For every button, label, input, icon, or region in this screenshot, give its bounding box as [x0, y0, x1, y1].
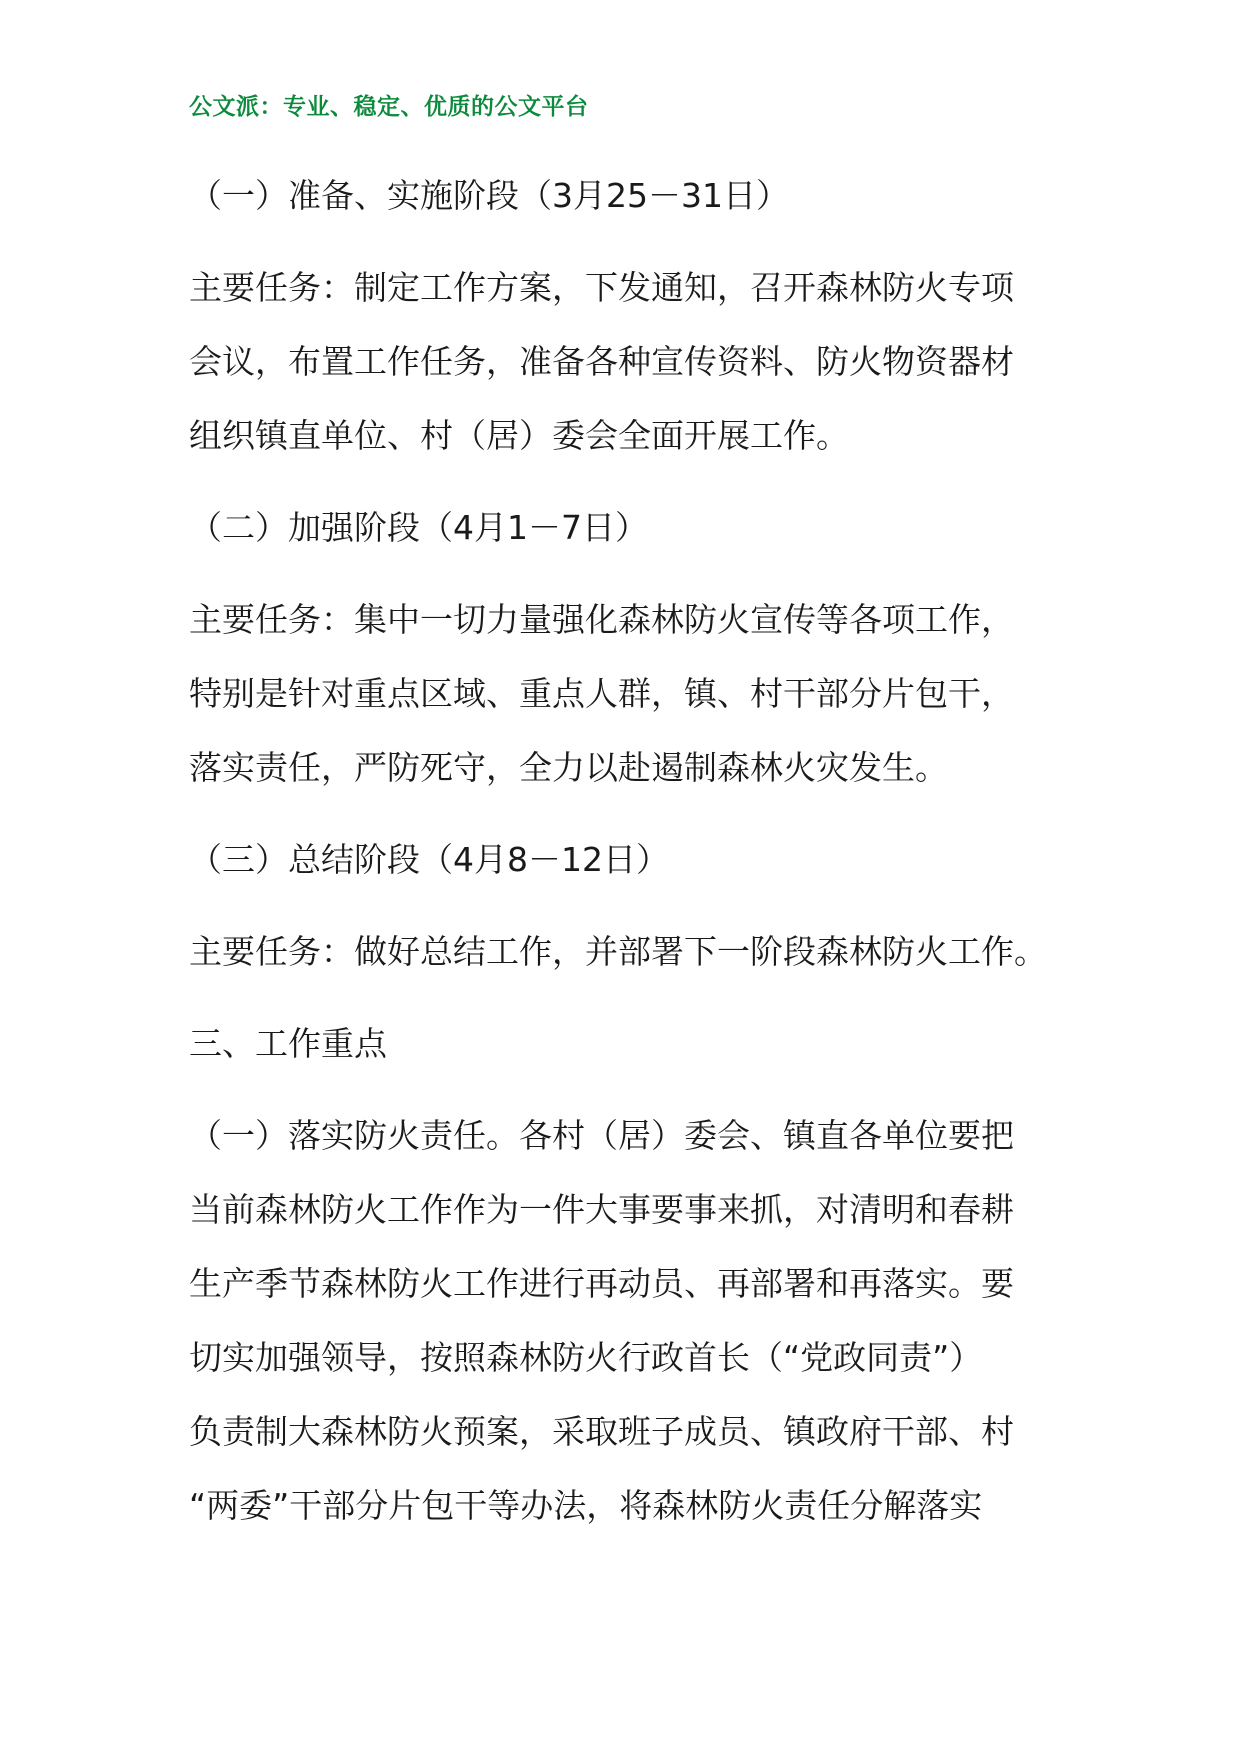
- paragraph-line: 主要任务：做好总结工作，并部署下一阶段森林防火工作。: [189, 932, 1047, 971]
- section-heading: 三、工作重点: [189, 1024, 387, 1063]
- paragraph-line: 落实责任，严防死守，全力以赴遏制森林火灾发生。: [189, 748, 948, 787]
- paragraph-line: （一）落实防火责任。各村（居）委会、镇直各单位要把: [189, 1116, 1014, 1155]
- paragraph-line: 切实加强领导，按照森林防火行政首长（“党政同责”）: [189, 1338, 983, 1377]
- paragraph-line: 特别是针对重点区域、重点人群，镇、村干部分片包干，: [189, 674, 1014, 713]
- paragraph-line: 会议，布置工作任务，准备各种宣传资料、防火物资器材: [189, 342, 1014, 381]
- paragraph-line: 生产季节森林防火工作进行再动员、再部署和再落实。要: [189, 1264, 1014, 1303]
- paragraph-line: 主要任务：集中一切力量强化森林防火宣传等各项工作，: [189, 600, 1014, 639]
- stage-1-heading: （一）准备、实施阶段（3月25－31日）: [189, 176, 789, 215]
- stage-2-heading: （二）加强阶段（4月1－7日）: [189, 508, 648, 547]
- paragraph-line: “两委”干部分片包干等办法，将森林防火责任分解落实: [189, 1486, 983, 1525]
- paragraph-line: 主要任务：制定工作方案，下发通知，召开森林防火专项: [189, 268, 1014, 307]
- paragraph-line: 当前森林防火工作作为一件大事要事来抓，对清明和春耕: [189, 1190, 1014, 1229]
- brand-header: 公文派：专业、稳定、优质的公文平台: [189, 94, 589, 120]
- stage-3-heading: （三）总结阶段（4月8－12日）: [189, 840, 669, 879]
- paragraph-line: 组织镇直单位、村（居）委会全面开展工作。: [189, 416, 849, 455]
- paragraph-line: 负责制大森林防火预案，采取班子成员、镇政府干部、村: [189, 1412, 1014, 1451]
